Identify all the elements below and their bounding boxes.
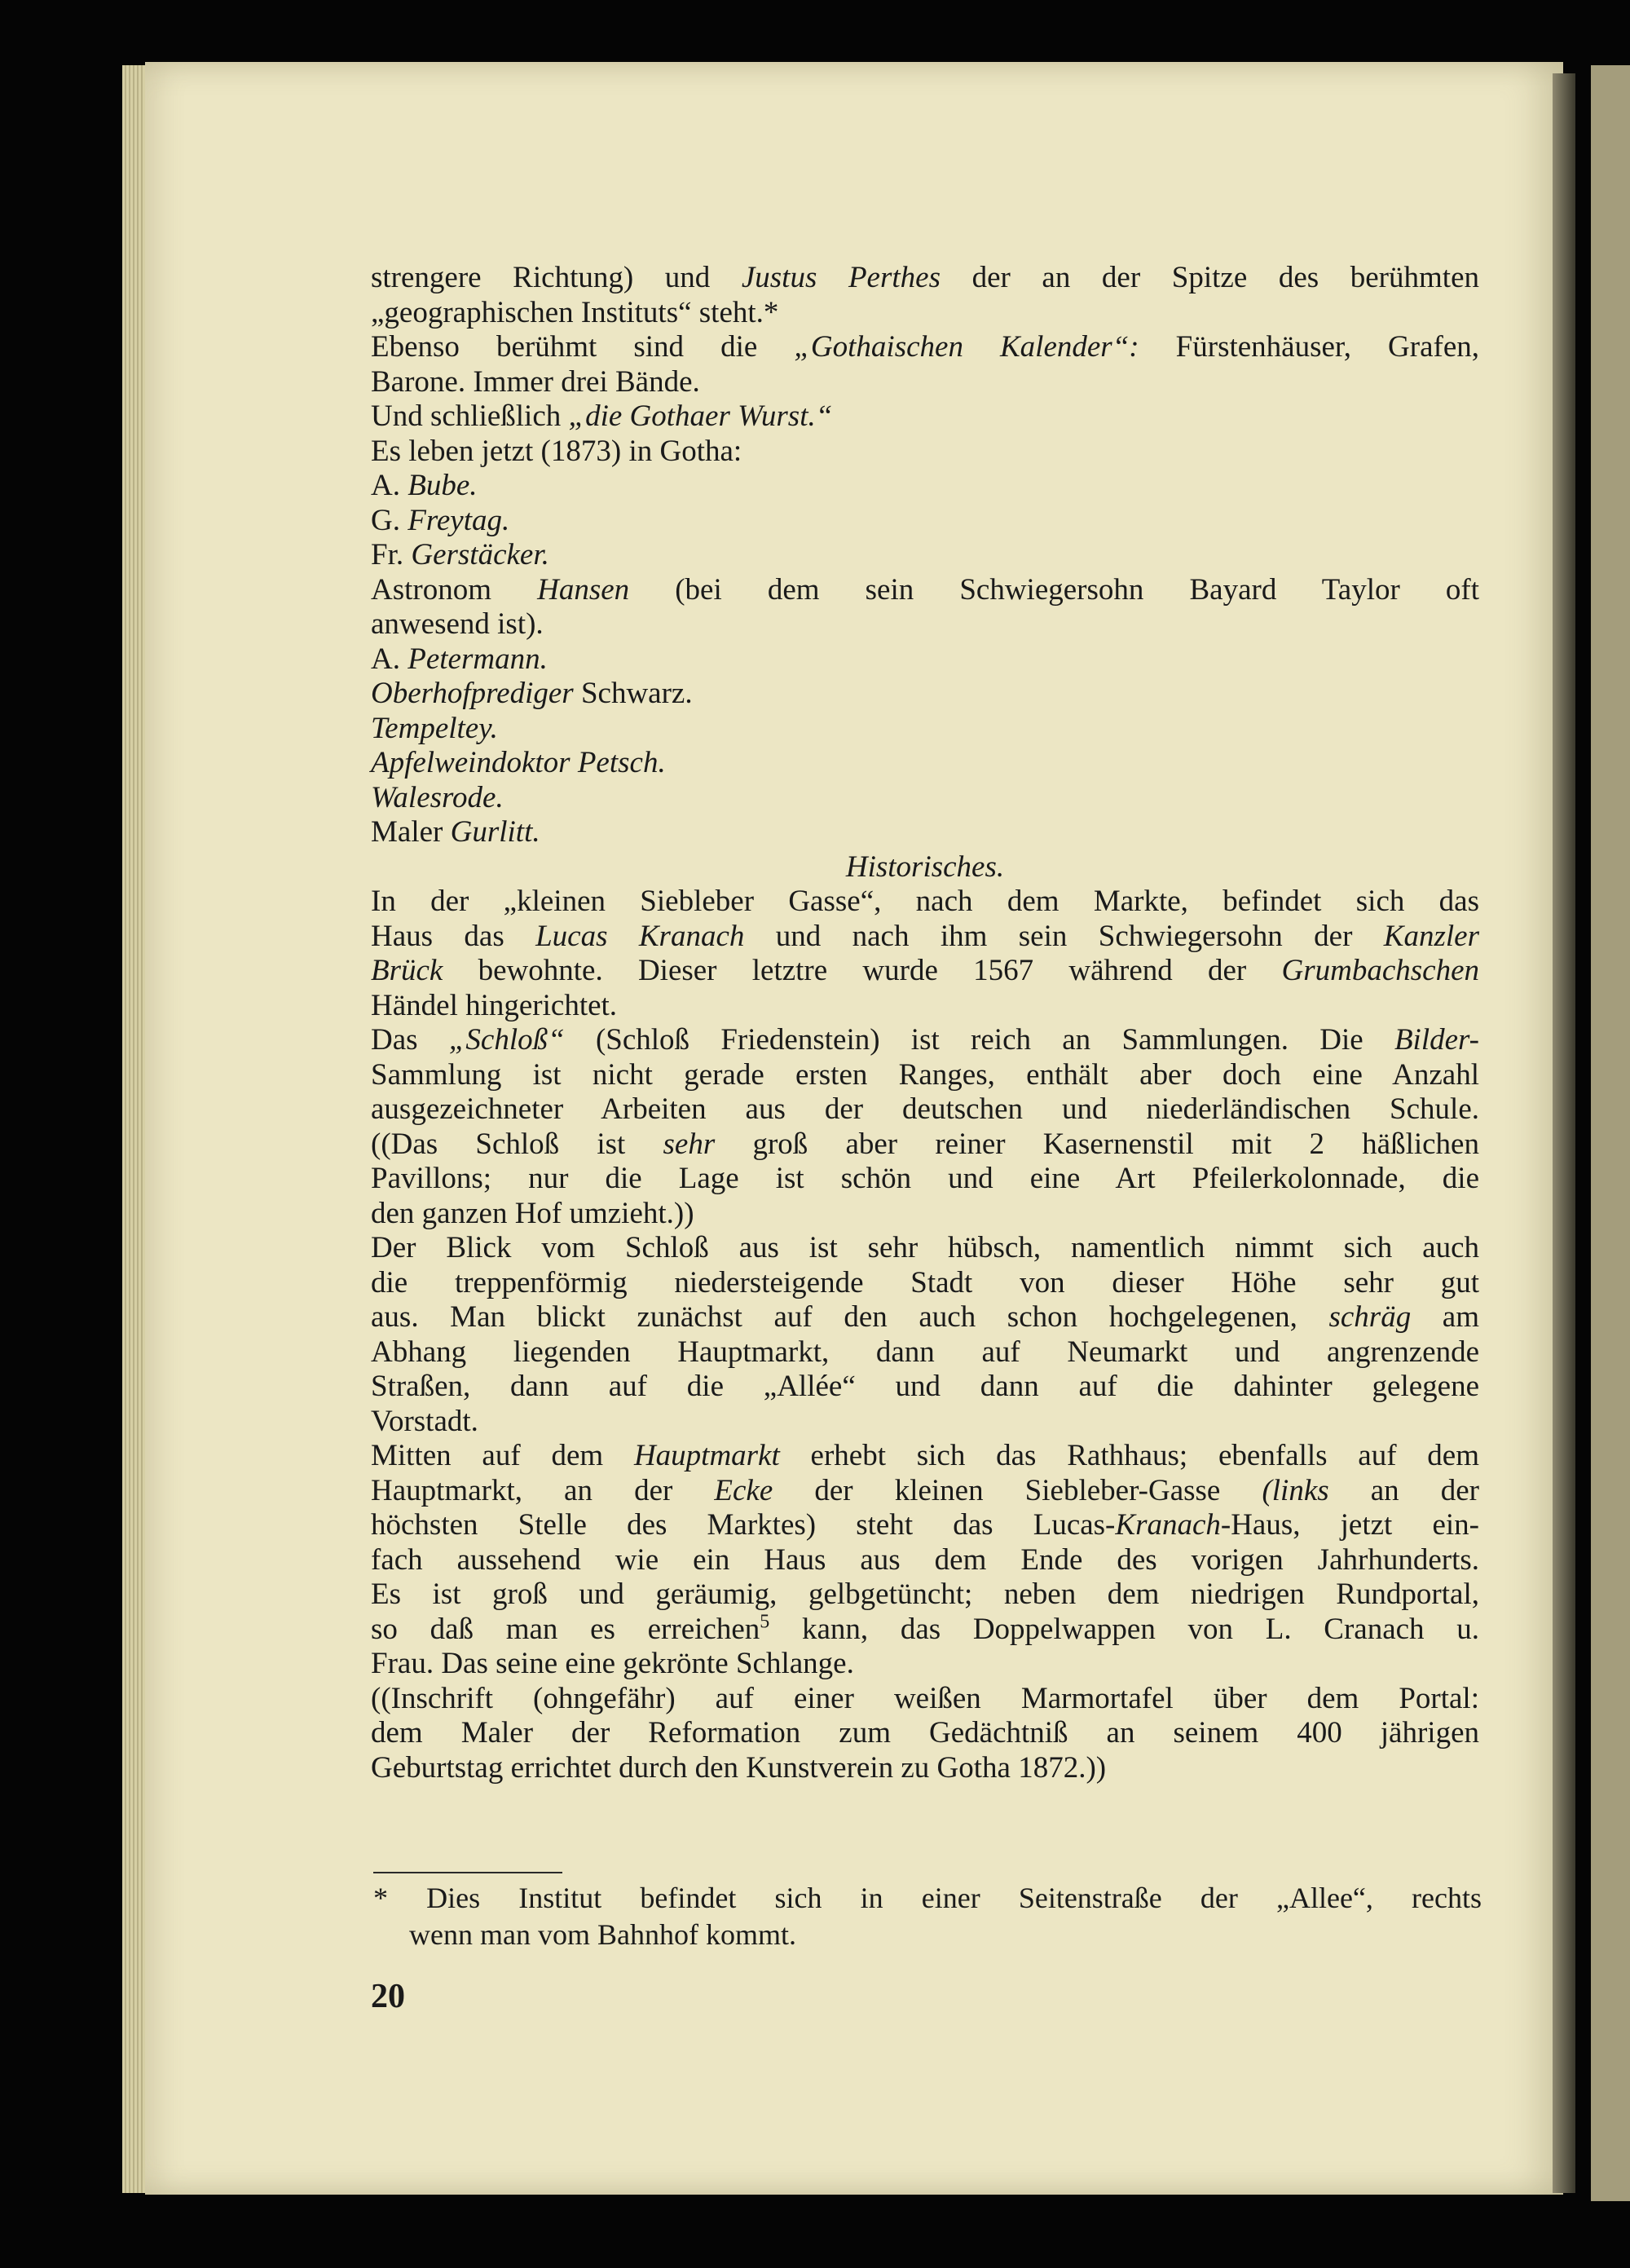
text-line: Haus das Lucas Kranach und nach ihm sein Schwiegersohn der Kanzler: [371, 919, 1479, 953]
page-number: 20: [371, 1978, 405, 2015]
text-line: „geographischen Instituts“ steht.*: [371, 295, 779, 329]
resident-entry: Apfelweindoktor Petsch.: [371, 746, 666, 779]
resident-entry: Astronom Hansen (bei dem sein Schwiegersohn Bayard Taylor oft: [371, 572, 1479, 607]
text-line: Pavillons; nur die Lage ist schön und eine Art Pfeilerkolonnade, die: [371, 1162, 1479, 1195]
text-line: fach aussehend wie ein Haus aus dem Ende des vorigen Jahrhunderts.: [371, 1542, 1479, 1577]
text-line: Händel hingerichtet.: [371, 988, 618, 1022]
text-line: höchsten Stelle des Marktes) steht das Lucas-Kranach-Haus, jetzt ein-: [371, 1508, 1479, 1542]
footnote-line: * Dies Institut befindet sich in einer Seitenstraße der „Allee“, rechts: [373, 1882, 1482, 1914]
text-line: Der Blick vom Schloß aus ist sehr hübsch, namentlich nimmt sich auch: [371, 1231, 1479, 1264]
text-line: dem Maler der Reformation zum Gedächtniß an seinem 400 jährigen: [371, 1716, 1479, 1750]
text-line: Geburtstag errichtet durch den Kunstverein zu Gotha 1872.)): [371, 1750, 1107, 1785]
text-line: Es leben jetzt (1873) in Gotha:: [371, 434, 742, 468]
resident-entry: Maler Gurlitt.: [371, 815, 540, 849]
text-line: ausgezeichneter Arbeiten aus der deutschen und niederländischen Schule.: [371, 1092, 1479, 1126]
resident-entry: G. Freytag.: [371, 503, 510, 537]
text-line: Ebenso berühmt sind die „Gothaischen Kalender“: Fürstenhäuser, Grafen,: [371, 330, 1480, 364]
resident-entry: Fr. Gerstäcker.: [371, 538, 549, 571]
footnote-separator: [373, 1872, 562, 1873]
text-line: die treppenförmig niedersteigende Stadt von dieser Höhe sehr gut: [371, 1265, 1479, 1299]
text-line: so daß man es erreichen$^5$ kann, das Doppelwappen von L. Cranach u.: [371, 1611, 1479, 1646]
text-line: Es ist groß und geräumig, gelbgetüncht; neben dem niedrigen Rundportal,: [371, 1577, 1479, 1611]
text-line: Hauptmarkt, an der Ecke der kleinen Siebleber-Gasse (links an der: [371, 1473, 1479, 1507]
text-line: aus. Man blickt zunächst auf den auch schon hochgelegenen, schräg am: [371, 1300, 1480, 1334]
footnote-line: wenn man vom Bahnhof kommt.: [409, 1918, 796, 1951]
text-line: Abhang liegenden Hauptmarkt, dann auf Neumarkt und angrenzende: [371, 1335, 1479, 1369]
text-line: Mitten auf dem Hauptmarkt erhebt sich das Rathhaus; ebenfalls auf dem: [371, 1439, 1480, 1472]
facing-page-edge: [1591, 65, 1630, 2201]
text-line: ((Inschrift (ohngefähr) auf einer weißen Marmortafel über dem Portal:: [371, 1681, 1479, 1715]
footnote-marker: 5: [760, 1611, 770, 1633]
text-line: Frau. Das seine eine gekrönte Schlange.: [371, 1647, 854, 1680]
text-line: Vorstadt.: [371, 1404, 478, 1438]
resident-entry: A. Petermann.: [371, 642, 548, 676]
text-line: Barone. Immer drei Bände.: [371, 364, 700, 399]
text-line: ((Das Schloß ist sehr groß aber reiner Kasernenstil mit 2 häßlichen: [371, 1127, 1479, 1161]
section-heading: Historisches.: [845, 849, 1005, 884]
text-line: In der „kleinen Siebleber Gasse“, nach dem Markte, befindet sich das: [371, 885, 1479, 918]
text-line: anwesend ist).: [371, 607, 544, 641]
text-line: Das „Schloß“ (Schloß Friedenstein) ist reich an Sammlungen. Die Bilder-: [371, 1023, 1479, 1057]
resident-entry: A. Bube.: [371, 469, 478, 502]
text-line: Straßen, dann auf die „Allée“ und dann auf die dahinter gelegene: [371, 1370, 1479, 1403]
footnote: [373, 1880, 1482, 1953]
resident-entry: Oberhofprediger Schwarz.: [371, 677, 693, 710]
text-line: Brück bewohnte. Dieser letztre wurde 1567 während der Grumbachschen: [371, 954, 1479, 987]
text-line: strengere Richtung) und Justus Perthes der an der Spitze des berühmten: [371, 261, 1479, 294]
text-line: Und schließlich „die Gothaer Wurst.“: [371, 399, 833, 433]
text-line: Sammlung ist nicht gerade ersten Ranges, enthält aber doch eine Anzahl: [371, 1057, 1479, 1092]
resident-entry: Tempeltey.: [371, 711, 498, 745]
body-text: [371, 261, 1479, 1785]
resident-entry: Walesrode.: [371, 780, 504, 814]
book-gutter: [1553, 73, 1575, 2193]
text-line: den ganzen Hof umzieht.)): [371, 1196, 694, 1230]
